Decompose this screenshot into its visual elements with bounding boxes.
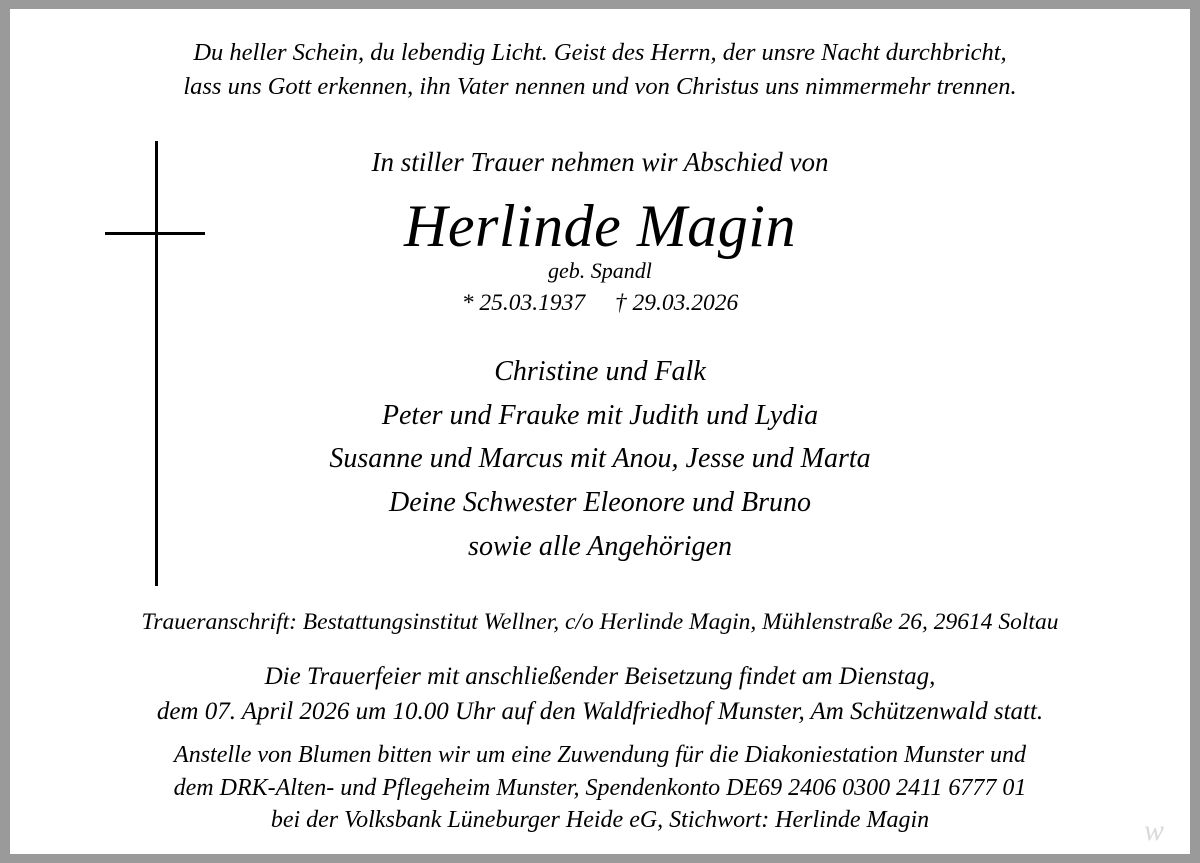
mourner-line: Susanne und Marcus mit Anou, Jesse und Marta bbox=[329, 443, 871, 475]
mourner-line: Deine Schwester Eleonore und Bruno bbox=[389, 487, 811, 519]
mourning-address: Traueranschrift: Bestattungsinstitut Wellner, c/o Herlinde Magin, Mühlenstraße 26, 29614 Soltau bbox=[141, 609, 1059, 635]
donation-line-1: Anstelle von Blumen bitten wir um eine Zuwendung für die Diakoniestation Munster und bbox=[174, 742, 1026, 768]
ceremony-details bbox=[10, 659, 1190, 729]
verse-line-2: lass uns Gott erkennen, ihn Vater nennen und von Christus uns nimmermehr trennen. bbox=[183, 72, 1017, 100]
obituary-card bbox=[10, 9, 1190, 854]
ceremony-line-2: dem 07. April 2026 um 10.00 Uhr auf den Waldfriedhof Munster, Am Schützenwald statt. bbox=[156, 698, 1044, 725]
donation-line-2: dem DRK-Alten- und Pflegeheim Munster, Spendenkonto DE69 2406 0300 2411 6777 01 bbox=[173, 774, 1027, 801]
life-dates bbox=[10, 290, 1190, 317]
deceased-name: Herlinde Magin bbox=[404, 193, 796, 259]
mourners-list bbox=[10, 350, 1190, 568]
maiden-name: geb. Spandl bbox=[548, 258, 652, 283]
donation-notice bbox=[10, 739, 1190, 837]
donation-line-3: bei der Volksbank Lüneburger Heide eG, Stichwort: Herlinde Magin bbox=[270, 807, 930, 834]
mourner-line: sowie alle Angehörigen bbox=[468, 530, 732, 562]
ceremony-line-1: Die Trauerfeier mit anschließender Beisetzung findet am Dienstag, bbox=[264, 663, 936, 690]
mourner-line: Christine und Falk bbox=[494, 356, 706, 387]
verse-block bbox=[10, 36, 1190, 104]
death-date: † 29.03.2026 bbox=[614, 290, 739, 316]
mourner-line: Peter und Frauke mit Judith und Lydia bbox=[381, 399, 819, 431]
intro-text: In stiller Trauer nehmen wir Abschied von bbox=[371, 147, 829, 177]
publisher-watermark: w bbox=[1143, 814, 1164, 847]
birth-date: * 25.03.1937 bbox=[461, 290, 586, 316]
verse-line-1: Du heller Schein, du lebendig Licht. Geist des Herrn, der unsre Nacht durchbricht, bbox=[193, 39, 1007, 66]
